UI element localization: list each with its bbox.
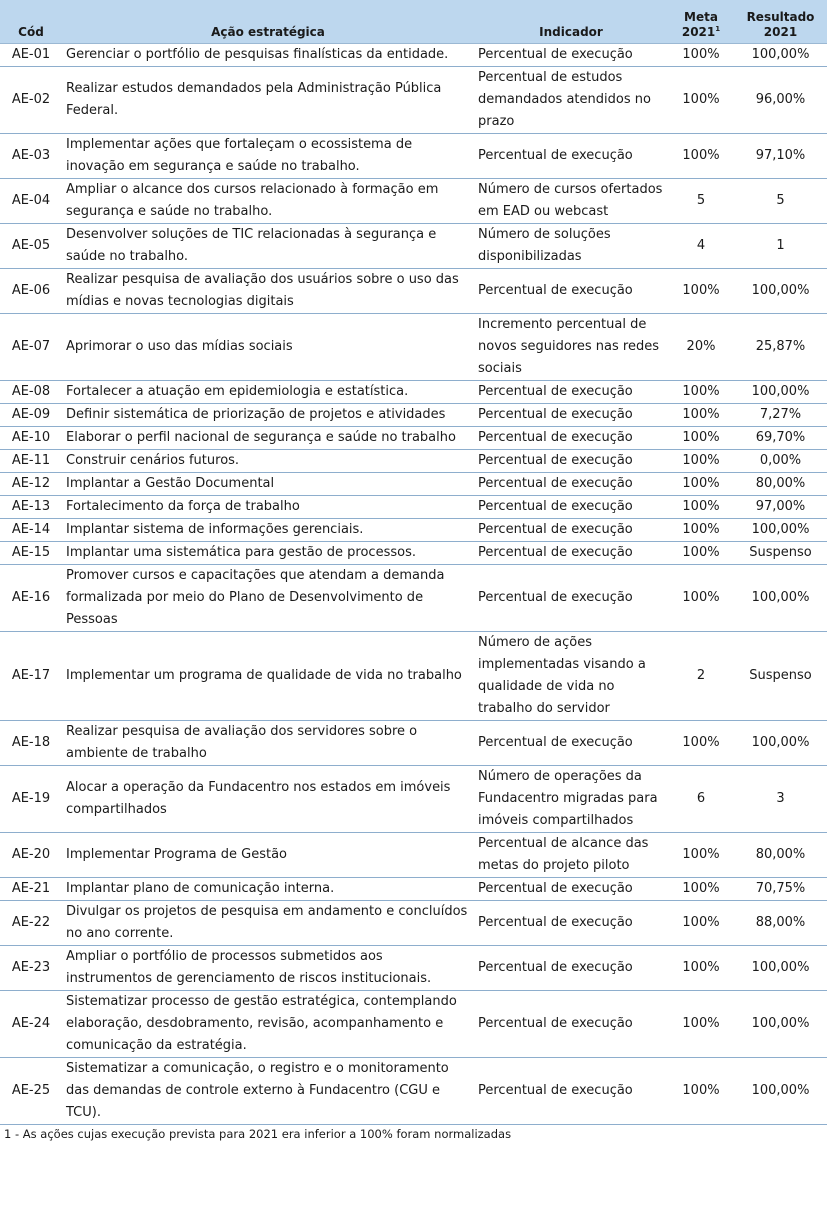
header-resultado-label: Resultado (746, 9, 815, 24)
cell-cod: AE-09 (0, 403, 62, 426)
cell-acao: Alocar a operação da Fundacentro nos estados em imóveis compartilhados (62, 765, 474, 832)
cell-indicador: Percentual de execução (474, 518, 668, 541)
cell-indicador: Percentual de execução (474, 541, 668, 564)
cell-indicador: Percentual de execução (474, 380, 668, 403)
footnote: 1 - As ações cujas execução prevista para 2021 era inferior a 100% foram normalizadas (4, 1126, 512, 1141)
table-row (0, 133, 827, 178)
cell-acao: Realizar pesquisa de avaliação dos servidores sobre o ambiente de trabalho (62, 720, 474, 765)
cell-meta: 100% (668, 403, 734, 426)
table-row (0, 990, 827, 1057)
cell-acao: Implantar plano de comunicação interna. (62, 877, 474, 900)
cell-cod: AE-16 (0, 564, 62, 631)
cell-meta: 100% (668, 990, 734, 1057)
cell-resultado: 70,75% (734, 877, 827, 900)
table-row (0, 631, 827, 720)
cell-cod: AE-12 (0, 472, 62, 495)
cell-indicador: Percentual de execução (474, 43, 668, 66)
cell-cod: AE-13 (0, 495, 62, 518)
cell-resultado: 0,00% (734, 449, 827, 472)
table-row (0, 945, 827, 990)
cell-meta: 100% (668, 1057, 734, 1124)
cell-cod: AE-06 (0, 268, 62, 313)
cell-cod: AE-17 (0, 631, 62, 720)
table-row (0, 564, 827, 631)
header-meta-footnote-ref: 1 (715, 24, 721, 33)
cell-meta: 100% (668, 720, 734, 765)
cell-cod: AE-19 (0, 765, 62, 832)
cell-indicador: Percentual de alcance das metas do projeto piloto (474, 832, 668, 877)
cell-resultado: 100,00% (734, 518, 827, 541)
table-row (0, 900, 827, 945)
table-row (0, 403, 827, 426)
cell-meta: 100% (668, 426, 734, 449)
cell-cod: AE-15 (0, 541, 62, 564)
table-body (0, 43, 827, 1124)
cell-meta: 4 (668, 223, 734, 268)
table-row (0, 313, 827, 380)
cell-meta: 100% (668, 541, 734, 564)
cell-meta: 100% (668, 43, 734, 66)
cell-resultado: 80,00% (734, 472, 827, 495)
table-row (0, 765, 827, 832)
cell-acao: Construir cenários futuros. (62, 449, 474, 472)
cell-indicador: Percentual de execução (474, 990, 668, 1057)
cell-indicador: Percentual de execução (474, 720, 668, 765)
table-row (0, 518, 827, 541)
table-row (0, 426, 827, 449)
cell-meta: 100% (668, 66, 734, 133)
cell-meta: 100% (668, 877, 734, 900)
cell-resultado: 5 (734, 178, 827, 223)
cell-resultado: Suspenso (734, 541, 827, 564)
cell-indicador: Percentual de execução (474, 495, 668, 518)
cell-indicador: Número de cursos ofertados em EAD ou webcast (474, 178, 668, 223)
header-meta (668, 0, 734, 43)
cell-resultado: 100,00% (734, 1057, 827, 1124)
cell-indicador: Percentual de execução (474, 133, 668, 178)
cell-resultado: 25,87% (734, 313, 827, 380)
cell-cod: AE-05 (0, 223, 62, 268)
cell-resultado: 88,00% (734, 900, 827, 945)
cell-indicador: Incremento percentual de novos seguidores nas redes sociais (474, 313, 668, 380)
cell-indicador: Número de operações da Fundacentro migradas para imóveis compartilhados (474, 765, 668, 832)
cell-acao: Promover cursos e capacitações que atendam a demanda formalizada por meio do Plano de Desenvolvimento de Pessoas (62, 564, 474, 631)
cell-cod: AE-01 (0, 43, 62, 66)
cell-resultado: 80,00% (734, 832, 827, 877)
header-cod: Cód (0, 0, 62, 43)
cell-indicador: Percentual de execução (474, 945, 668, 990)
cell-cod: AE-14 (0, 518, 62, 541)
cell-indicador: Percentual de execução (474, 472, 668, 495)
cell-meta: 100% (668, 900, 734, 945)
table-header-row (0, 0, 827, 43)
cell-acao: Implantar uma sistemática para gestão de processos. (62, 541, 474, 564)
cell-acao: Gerenciar o portfólio de pesquisas finalísticas da entidade. (62, 43, 474, 66)
cell-acao: Implementar um programa de qualidade de vida no trabalho (62, 631, 474, 720)
cell-indicador: Número de soluções disponibilizadas (474, 223, 668, 268)
cell-acao: Fortalecimento da força de trabalho (62, 495, 474, 518)
cell-meta: 100% (668, 268, 734, 313)
cell-resultado: 100,00% (734, 43, 827, 66)
header-resultado (734, 0, 827, 43)
cell-indicador: Percentual de execução (474, 877, 668, 900)
cell-resultado: 100,00% (734, 945, 827, 990)
cell-meta: 6 (668, 765, 734, 832)
cell-cod: AE-24 (0, 990, 62, 1057)
cell-indicador: Percentual de execução (474, 268, 668, 313)
cell-acao: Realizar pesquisa de avaliação dos usuários sobre o uso das mídias e novas tecnologias digitais (62, 268, 474, 313)
cell-indicador: Percentual de execução (474, 426, 668, 449)
cell-acao: Fortalecer a atuação em epidemiologia e estatística. (62, 380, 474, 403)
cell-cod: AE-10 (0, 426, 62, 449)
table-row (0, 877, 827, 900)
cell-acao: Implantar sistema de informações gerenciais. (62, 518, 474, 541)
cell-meta: 100% (668, 564, 734, 631)
cell-resultado: 100,00% (734, 380, 827, 403)
table-row (0, 43, 827, 66)
cell-acao: Aprimorar o uso das mídias sociais (62, 313, 474, 380)
cell-acao: Divulgar os projetos de pesquisa em andamento e concluídos no ano corrente. (62, 900, 474, 945)
cell-cod: AE-22 (0, 900, 62, 945)
cell-acao: Implementar ações que fortaleçam o ecossistema de inovação em segurança e saúde no trabalho. (62, 133, 474, 178)
table-row (0, 178, 827, 223)
cell-cod: AE-20 (0, 832, 62, 877)
cell-acao: Realizar estudos demandados pela Administração Pública Federal. (62, 66, 474, 133)
table-row (0, 449, 827, 472)
header-acao: Ação estratégica (62, 0, 474, 43)
cell-resultado: 1 (734, 223, 827, 268)
header-meta-year: 2021 (681, 24, 716, 39)
table-row (0, 380, 827, 403)
cell-acao: Ampliar o alcance dos cursos relacionado à formação em segurança e saúde no trabalho. (62, 178, 474, 223)
cell-acao: Elaborar o perfil nacional de segurança e saúde no trabalho (62, 426, 474, 449)
table-row (0, 223, 827, 268)
header-resultado-year: 2021 (763, 24, 798, 39)
cell-acao: Implantar a Gestão Documental (62, 472, 474, 495)
cell-meta: 5 (668, 178, 734, 223)
table-row (0, 720, 827, 765)
cell-resultado: Suspenso (734, 631, 827, 720)
cell-cod: AE-08 (0, 380, 62, 403)
table-row (0, 832, 827, 877)
cell-indicador: Percentual de estudos demandados atendidos no prazo (474, 66, 668, 133)
cell-resultado: 100,00% (734, 564, 827, 631)
table-row (0, 268, 827, 313)
cell-indicador: Percentual de execução (474, 1057, 668, 1124)
cell-meta: 100% (668, 495, 734, 518)
cell-indicador: Percentual de execução (474, 900, 668, 945)
cell-meta: 100% (668, 945, 734, 990)
cell-cod: AE-18 (0, 720, 62, 765)
cell-resultado: 100,00% (734, 720, 827, 765)
cell-resultado: 97,00% (734, 495, 827, 518)
cell-cod: AE-23 (0, 945, 62, 990)
cell-acao: Implementar Programa de Gestão (62, 832, 474, 877)
cell-meta: 100% (668, 472, 734, 495)
cell-cod: AE-25 (0, 1057, 62, 1124)
cell-meta: 20% (668, 313, 734, 380)
table-row (0, 541, 827, 564)
cell-acao: Sistematizar a comunicação, o registro e o monitoramento das demandas de controle externo à Fundacentro (CGU e TCU). (62, 1057, 474, 1124)
cell-resultado: 97,10% (734, 133, 827, 178)
cell-acao: Definir sistemática de priorização de projetos e atividades (62, 403, 474, 426)
table-row (0, 66, 827, 133)
cell-indicador: Percentual de execução (474, 403, 668, 426)
cell-acao: Sistematizar processo de gestão estratégica, contemplando elaboração, desdobramento, revisão, acompanhamento e comunicação da estratégia. (62, 990, 474, 1057)
cell-cod: AE-02 (0, 66, 62, 133)
cell-meta: 100% (668, 133, 734, 178)
cell-meta: 2 (668, 631, 734, 720)
table-row (0, 472, 827, 495)
cell-resultado: 69,70% (734, 426, 827, 449)
table-row (0, 1057, 827, 1124)
cell-cod: AE-03 (0, 133, 62, 178)
cell-resultado: 100,00% (734, 268, 827, 313)
cell-indicador: Número de ações implementadas visando a qualidade de vida no trabalho do servidor (474, 631, 668, 720)
cell-resultado: 7,27% (734, 403, 827, 426)
cell-meta: 100% (668, 518, 734, 541)
header-meta-label: Meta (684, 9, 718, 24)
cell-meta: 100% (668, 449, 734, 472)
table-row (0, 495, 827, 518)
cell-indicador: Percentual de execução (474, 449, 668, 472)
cell-acao: Desenvolver soluções de TIC relacionadas à segurança e saúde no trabalho. (62, 223, 474, 268)
cell-resultado: 100,00% (734, 990, 827, 1057)
cell-cod: AE-11 (0, 449, 62, 472)
cell-cod: AE-04 (0, 178, 62, 223)
cell-cod: AE-21 (0, 877, 62, 900)
header-indicador: Indicador (474, 0, 668, 43)
cell-resultado: 3 (734, 765, 827, 832)
cell-cod: AE-07 (0, 313, 62, 380)
cell-meta: 100% (668, 380, 734, 403)
cell-indicador: Percentual de execução (474, 564, 668, 631)
cell-resultado: 96,00% (734, 66, 827, 133)
cell-meta: 100% (668, 832, 734, 877)
cell-acao: Ampliar o portfólio de processos submetidos aos instrumentos de gerenciamento de riscos institucionais. (62, 945, 474, 990)
